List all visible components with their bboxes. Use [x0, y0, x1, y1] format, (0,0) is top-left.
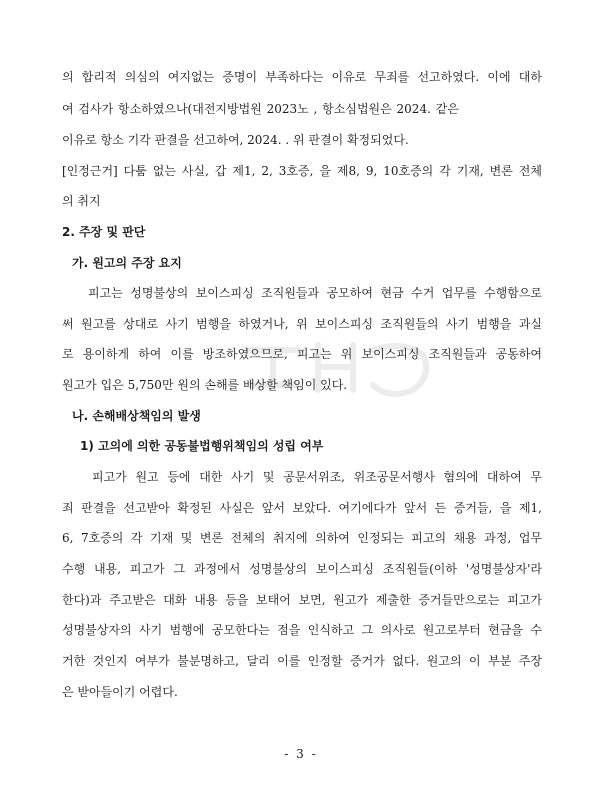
ga-line-3: 로 용이하게 하여 이를 방조하였으므로, 피고는 위 보이스피싱 조직원들과 공동하여: [62, 347, 542, 361]
page-number: - 3 -: [284, 747, 318, 761]
intro-line-4: [인정근거] 다툼 없는 사실, 갑 제1, 2, 3호증, 을 제8, 9, 10호증의 각 기재, 변론 전체: [62, 164, 542, 178]
na-line-7: 거한 것인지 여부가 불분명하고, 달리 이를 인정할 증거가 없다. 원고의 이 부분 주장: [62, 654, 542, 668]
watermark-graphic: [238, 330, 458, 410]
section-2-heading: 2. 주장 및 판단: [62, 225, 146, 239]
ga-line-1: 피고는 성명불상의 보이스피싱 조직원들과 공모하여 현금 수거 업무를 수행함으로: [88, 286, 542, 300]
section-ga-heading: 가. 원고의 주장 요지: [72, 256, 182, 270]
section-na-heading: 나. 손해배상책임의 발생: [72, 409, 201, 423]
intro-line-1: 의 합리적 의심의 여지없는 증명이 부족하다는 이유로 무죄를 선고하였다. 이에 대하: [62, 70, 542, 84]
na-line-2: 죄 판결을 선고받아 확정된 사실은 앞서 보았다. 여기에다가 앞서 든 증거들, 을 제1,: [62, 501, 542, 515]
na-line-1: 피고가 원고 등에 대한 사기 및 공문서위조, 위조공문서행사 혐의에 대하여 무: [92, 470, 542, 484]
na-line-5: 한다)과 주고받은 대화 내용 등을 보태어 보면, 원고가 제출한 증거들만으로는 피고가: [62, 593, 542, 607]
intro-line-3: 이유로 항소 기각 판결을 선고하여, 2024. . 위 판결이 확정되었다.: [62, 133, 409, 147]
subsection-1-heading: 1) 고의에 의한 공동불법행위책임의 성립 여부: [80, 439, 324, 453]
ga-line-4: 원고가 입은 5,750만 원의 손해를 배상할 책임이 있다.: [62, 378, 348, 392]
na-line-3: 6, 7호증의 각 기재 및 변론 전체의 취지에 의하여 인정되는 피고의 채용 과정, 업무: [62, 531, 542, 545]
intro-line-5: 의 취지: [62, 194, 101, 208]
na-line-4: 수행 내용, 피고가 그 과정에서 성명불상의 보이스피싱 조직원들(이하 '성명불상자'라: [62, 562, 542, 576]
intro-line-2: 여 검사가 항소하였으나(대전지방법원 2023노 , 항소심법원은 2024. 같은: [62, 102, 459, 116]
na-line-8: 은 받아들이기 어렵다.: [62, 685, 178, 699]
ga-line-2: 써 원고를 상대로 사기 범행을 하였거나, 위 보이스피싱 조직원들의 사기 범행을 과실: [62, 317, 542, 331]
na-line-6: 성명불상자의 사기 범행에 공모한다는 점을 인식하고 그 의사로 원고로부터 현금을 수: [62, 623, 542, 637]
